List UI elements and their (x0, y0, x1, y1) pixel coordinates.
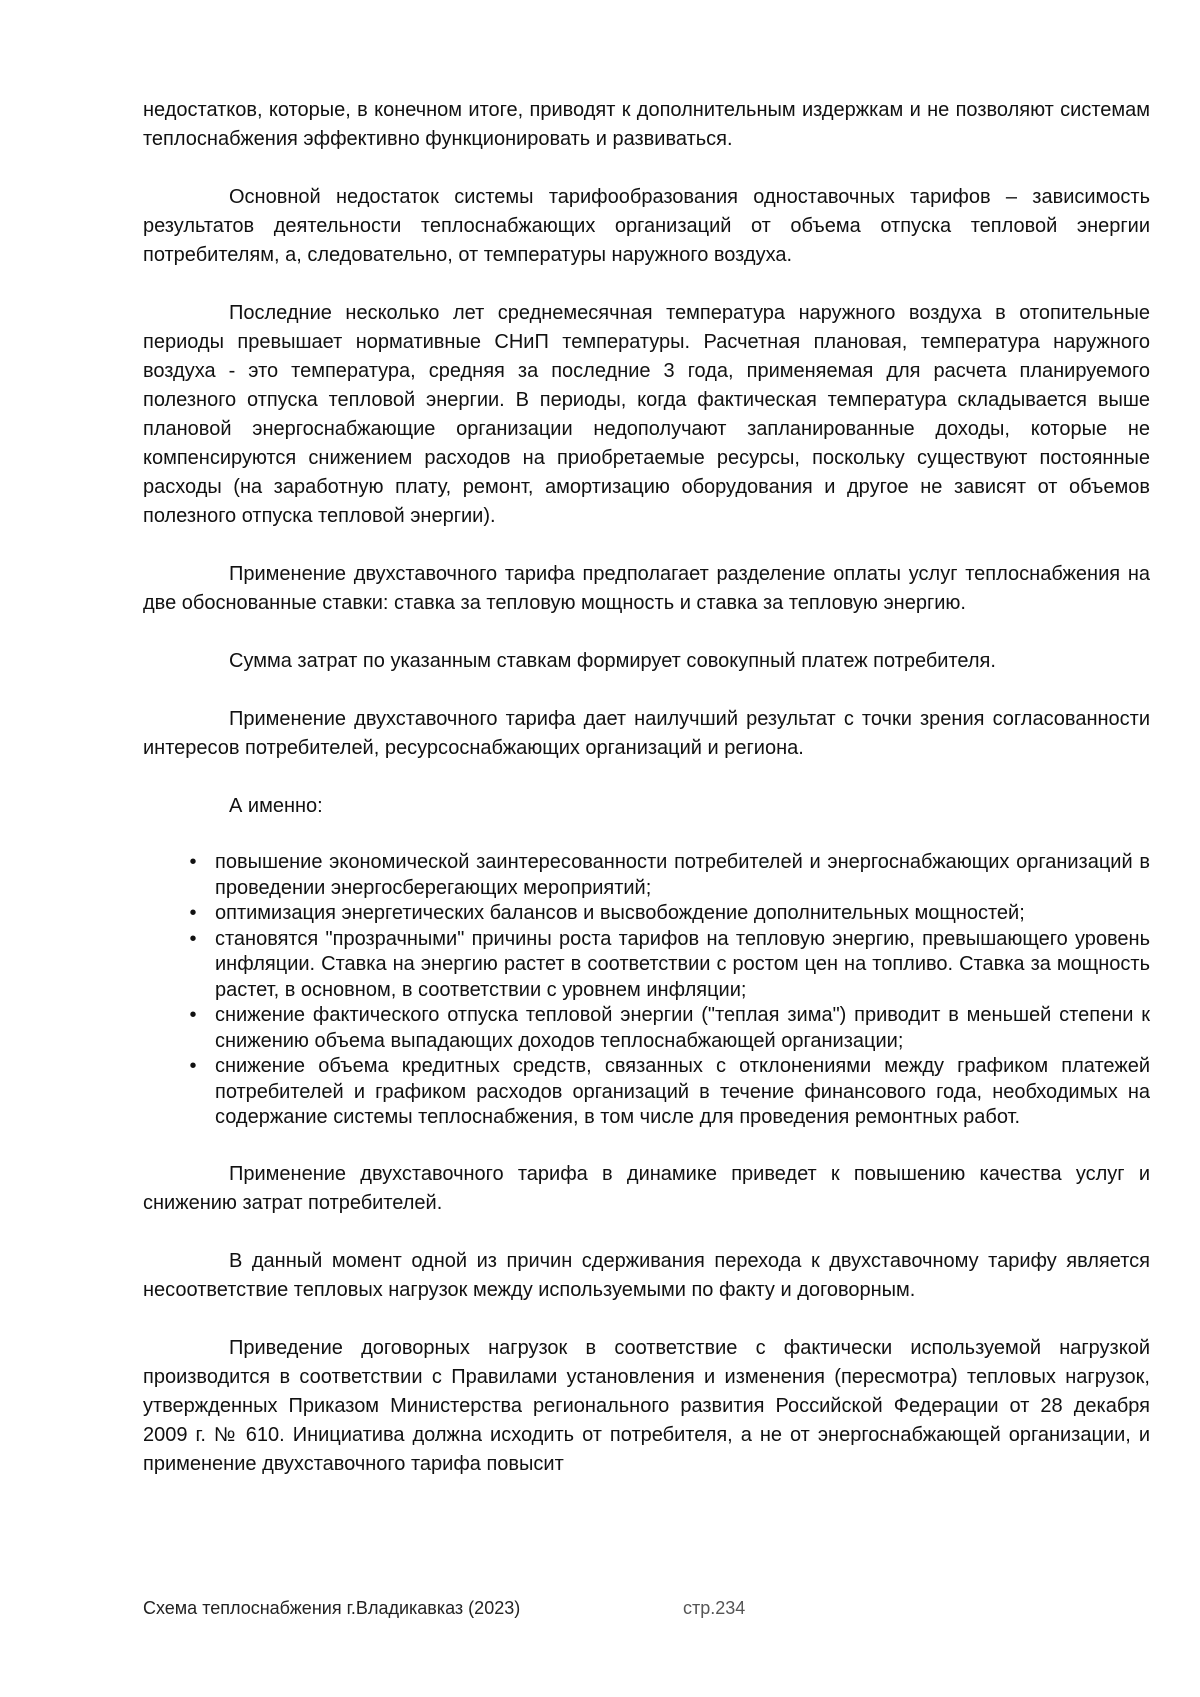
list-item-text: повышение экономической заинтересованности потребителей и энергоснабжающих организаций в проведении энергосберегающих мероприятий; (215, 851, 1150, 899)
list-item (189, 850, 1150, 901)
list-item-text: оптимизация энергетических балансов и высвобождение дополнительных мощностей; (215, 902, 1025, 924)
list-item (189, 1054, 1150, 1131)
bullet-icon: • (189, 927, 197, 950)
paragraph: В данный момент одной из причин сдерживания перехода к двухставочному тарифу является несоответствие тепловых нагрузок между используемыми по факту и договорным. (143, 1249, 1150, 1301)
footer-document-title: Схема теплоснабжения г.Владикавказ (2023) (143, 1598, 521, 1618)
paragraph-continuation: недостатков, которые, в конечном итоге, приводят к дополнительным издержкам и не позволяют системам теплоснабжения эффективно функционировать и развиваться. (143, 99, 1150, 150)
list-item (189, 927, 1150, 1004)
paragraph: Применение двухставочного тарифа предполагает разделение оплаты услуг теплоснабжения на две обоснованные ставки: ставка за тепловую мощность и ставка за тепловую энергию. (143, 563, 1150, 614)
paragraph-list-intro: А именно: (229, 795, 323, 817)
bullet-icon: • (189, 1055, 197, 1077)
bullet-icon: • (189, 1004, 197, 1026)
bullet-list (143, 850, 1150, 1131)
list-item-text: снижение фактического отпуска тепловой энергии ("теплая зима") приводит в меньшей степени к снижению объема выпадающих доходов теплоснабжающей организации; (215, 1004, 1150, 1052)
paragraph: Приведение договорных нагрузок в соответствие с фактически используемой нагрузкой производится в соответствии с Правилами установления и изменения (пересмотра) тепловых нагрузок, утвержденных Приказом Министерства регионального развития Российской Федерации от 28 декабря 2009 г. № 610. Инициатива должна исходить от потребителя, а не от энергоснабжающей организации, и применение двухставочного тарифа повысит (143, 1336, 1150, 1475)
paragraph: Последние несколько лет среднемесячная температура наружного воздуха в отопительные периоды превышает нормативные СНиП температуры. Расчетная плановая, температура наружного воздуха - это температура, средняя за последние 3 года, применяемая для расчета планируемого полезного отпуска тепловой энергии. В периоды, когда фактическая температура складывается выше плановой энергоснабжающие организации недополучают запланированные доходы, которые не компенсируются снижением расходов на приобретаемые ресурсы, поскольку существуют постоянные расходы (на заработную плату, ремонт, амортизацию оборудования и другое не зависят от объемов полезного отпуска тепловой энергии). (143, 302, 1150, 527)
page-body (143, 96, 1150, 1479)
list-item (189, 901, 1150, 927)
bullet-icon: • (189, 902, 197, 924)
paragraph: Применение двухставочного тарифа дает наилучший результат с точки зрения согласованности интересов потребителей, ресурсоснабжающих организаций и региона. (143, 708, 1150, 759)
footer-page-number: стр.234 (683, 1598, 746, 1618)
paragraph: Применение двухставочного тарифа в динамике приведет к повышению качества услуг и снижению затрат потребителей. (143, 1162, 1150, 1214)
paragraph: Основной недостаток системы тарифообразования одноставочных тарифов – зависимость результатов деятельности теплоснабжающих организаций от объема отпуска тепловой энергии потребителям, а, следовательно, от температуры наружного воздуха. (143, 186, 1150, 266)
list-item (189, 1003, 1150, 1054)
list-item-text: становятся "прозрачными" причины роста тарифов на тепловую энергию, превышающего уровень инфляции. Ставка на энергию растет в соответствии с ростом цен на топливо. Ставка за мощность растет, в основном, в соответствии с уровнем инфляции; (215, 927, 1150, 1001)
list-item-text: снижение объема кредитных средств, связанных с отклонениями между графиком платежей потребителей и графиком расходов организаций в течение финансового года, необходимых на содержание системы теплоснабжения, в том числе для проведения ремонтных работ. (215, 1055, 1150, 1128)
bullet-icon: • (189, 851, 197, 873)
paragraph: Сумма затрат по указанным ставкам формирует совокупный платеж потребителя. (229, 650, 996, 672)
